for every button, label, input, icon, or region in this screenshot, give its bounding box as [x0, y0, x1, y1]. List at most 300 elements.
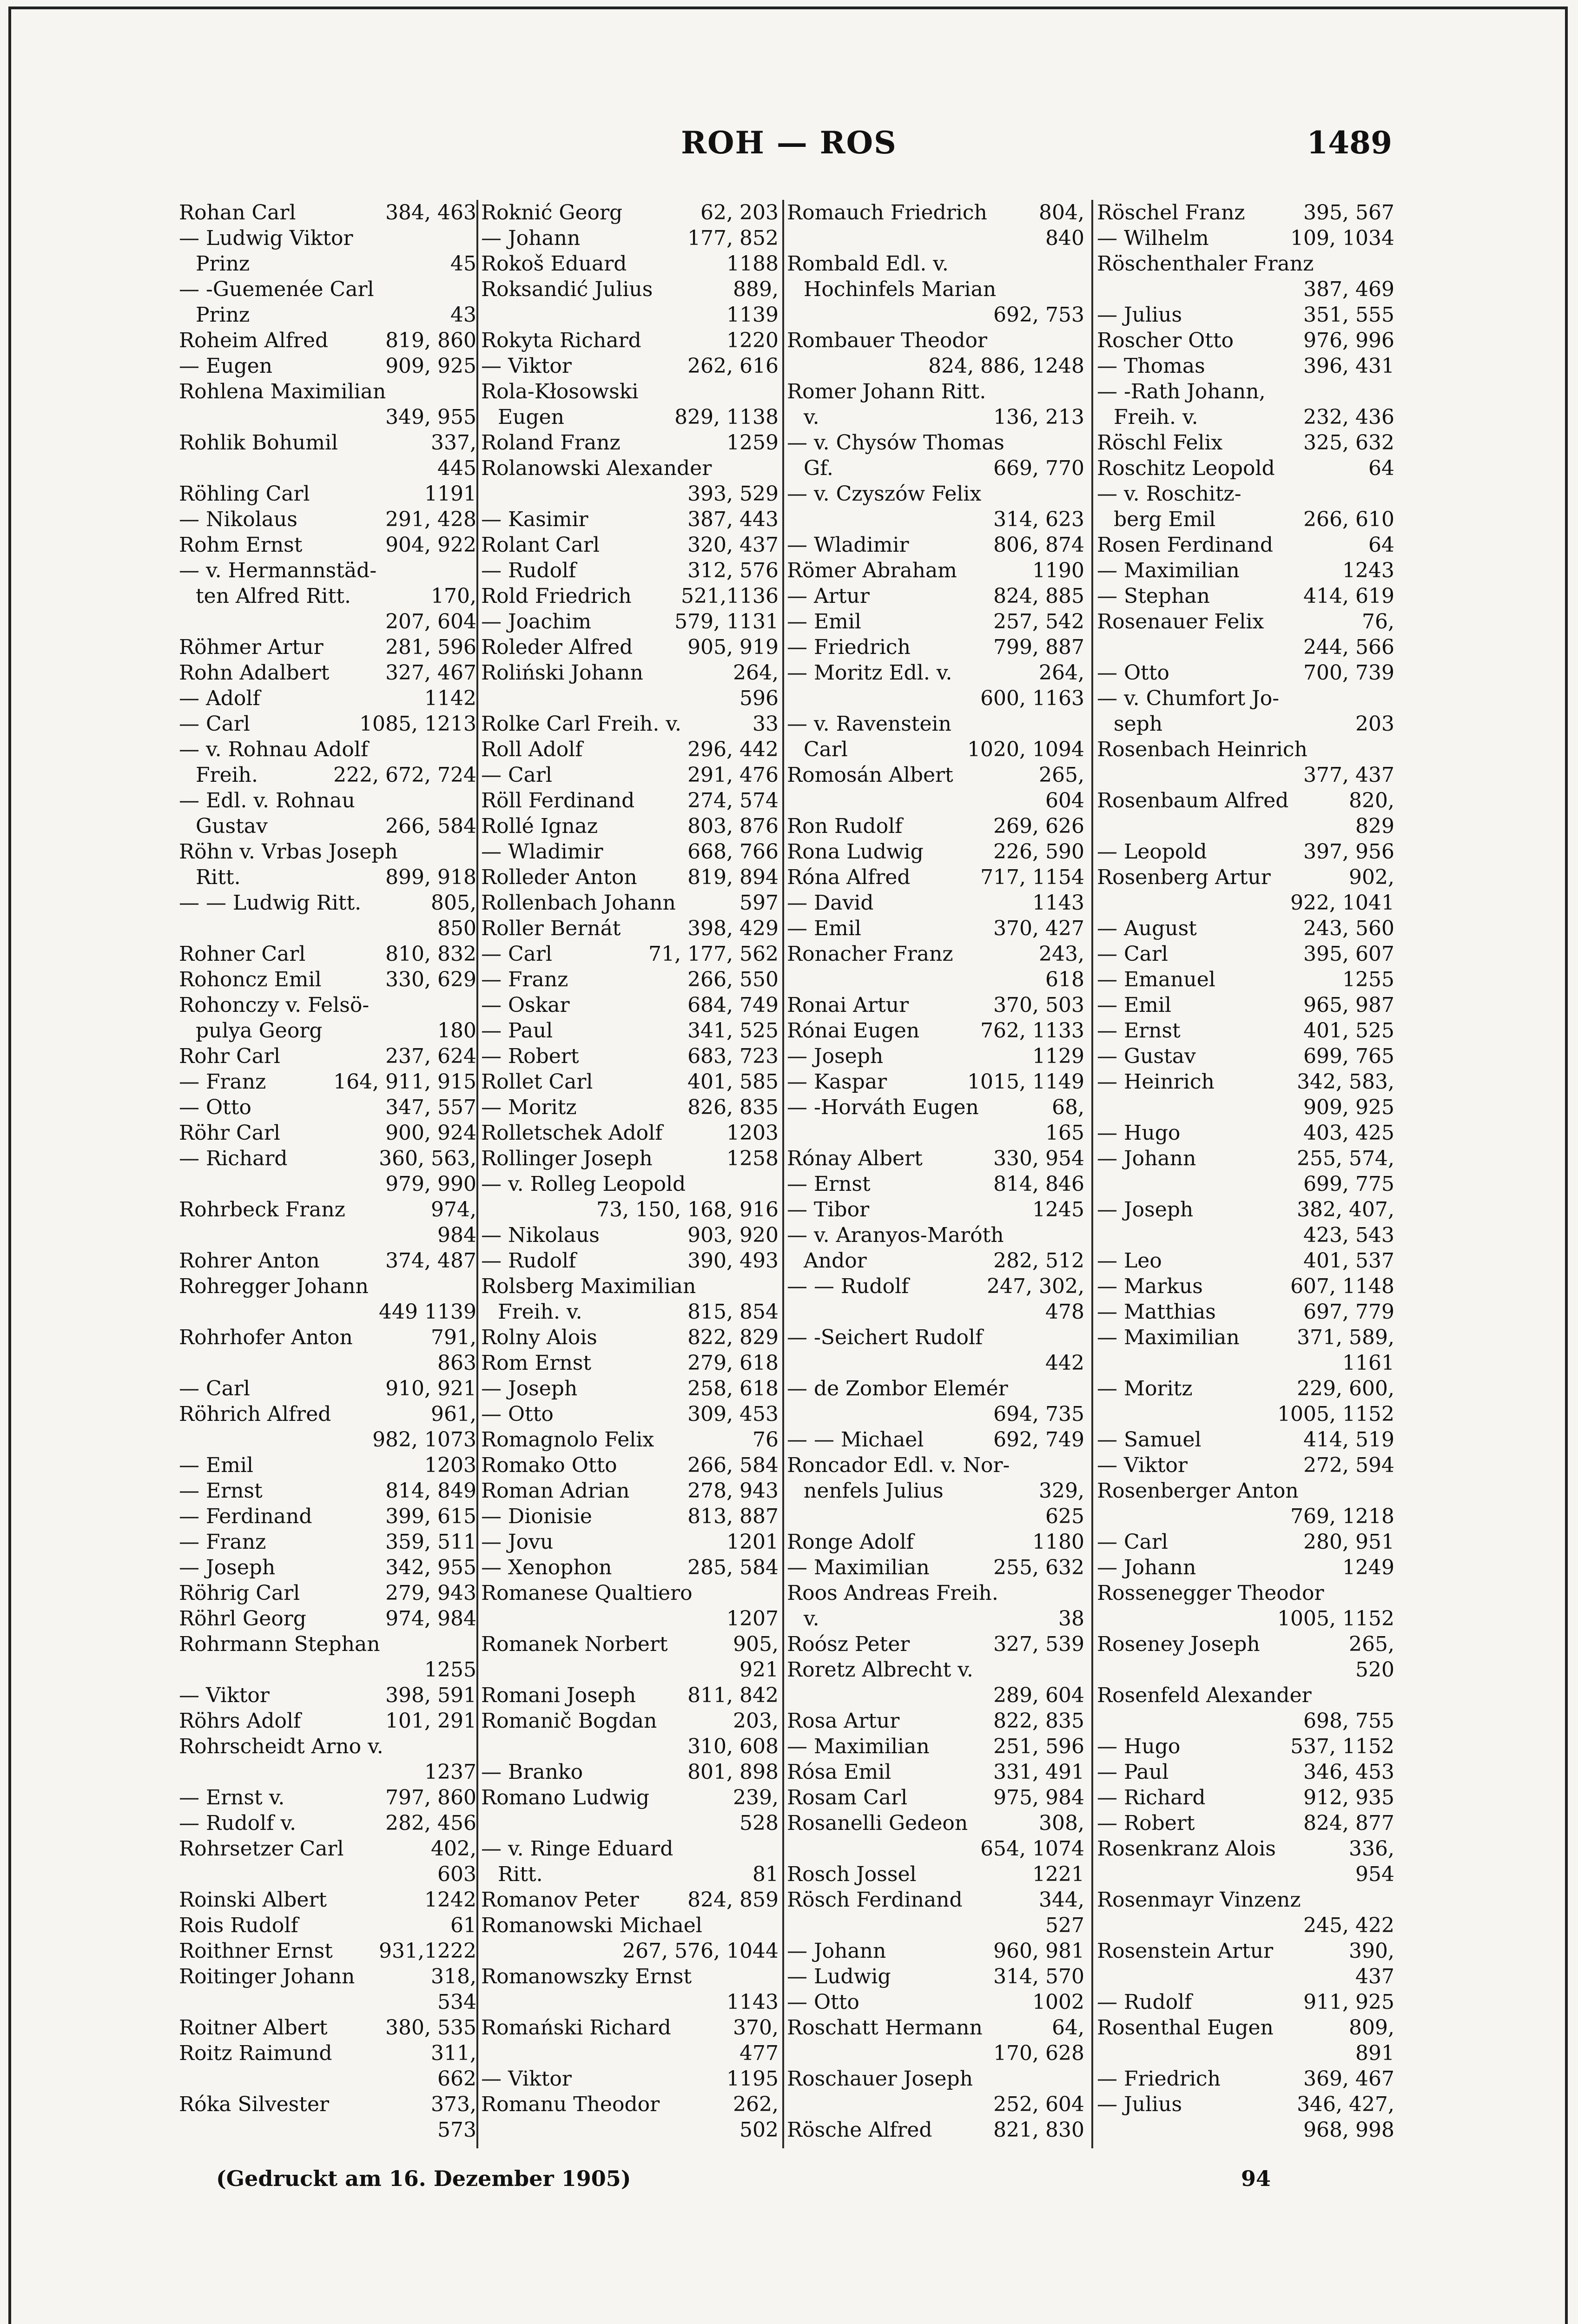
entry-page-refs: 341, 525 [687, 1019, 779, 1043]
index-entry [179, 941, 476, 967]
entry-name: — August [1097, 917, 1197, 940]
index-entry [179, 1452, 476, 1478]
entry-page-refs: 265, [1039, 763, 1084, 787]
index-entry [1097, 813, 1394, 839]
entry-page-refs: 521,1136 [681, 584, 779, 608]
entry-page-refs: 308, [1039, 1811, 1084, 1835]
entry-name: — Robert [1097, 1811, 1195, 1835]
entry-page-refs: 398, 591 [385, 1684, 476, 1707]
index-entry [179, 1274, 476, 1299]
entry-name: Romauch Friedrich [787, 201, 987, 224]
entry-name: Roschatt Hermann [787, 2016, 983, 2040]
index-entry [1097, 788, 1394, 813]
entry-name: — Carl [481, 942, 552, 966]
index-entry [481, 532, 779, 558]
entry-page-refs: 309, 453 [687, 1402, 779, 1426]
index-entry [787, 1043, 1084, 1069]
entry-page-refs: 579, 1131 [674, 610, 779, 634]
entry-name: — Stephan [1097, 584, 1210, 608]
index-entry [787, 1810, 1084, 1836]
entry-name: — Moritz [481, 1096, 577, 1119]
entry-page-refs: 805, [431, 891, 476, 915]
entry-page-refs: 401, 525 [1303, 1019, 1394, 1043]
entry-name: — v. Roschitz- [1097, 482, 1241, 506]
entry-page-refs: 264, [733, 661, 779, 685]
entry-page-refs: 965, 987 [1303, 993, 1394, 1017]
entry-page-refs: 824, 885 [993, 584, 1084, 608]
entry-name: Rolletschek Adolf [481, 1121, 663, 1145]
entry-page-refs: 282, 512 [993, 1249, 1084, 1273]
index-entry [787, 404, 1084, 430]
entry-name: — Julius [1097, 2093, 1182, 2116]
index-entry [1097, 890, 1394, 916]
entry-page-refs: 829 [1355, 814, 1394, 838]
index-entry [179, 1913, 476, 1938]
index-entry [1097, 1964, 1394, 1989]
entry-name: Rohner Carl [179, 942, 306, 966]
entry-page-refs: 327, 467 [385, 661, 476, 685]
entry-page-refs: 279, 943 [385, 1581, 476, 1605]
entry-page-refs: 625 [1045, 1505, 1084, 1528]
entry-name: Ronacher Franz [787, 942, 953, 966]
index-entry [179, 1606, 476, 1631]
entry-name: — Johann [481, 226, 581, 250]
index-entry [481, 430, 779, 456]
entry-page-refs: 1020, 1094 [967, 738, 1084, 761]
entry-page-refs: 81 [753, 1862, 779, 1886]
entry-name: pulya Georg [196, 1019, 323, 1043]
index-entry [179, 890, 476, 916]
entry-page-refs: 252, 604 [993, 2093, 1084, 2116]
entry-page-refs: 911, 925 [1303, 1990, 1394, 2014]
index-entry [179, 1708, 476, 1734]
entry-page-refs: 311, [431, 2041, 476, 2065]
entry-name: — Ernst [787, 1172, 871, 1196]
entry-name: — v. Rolleg Leopold [481, 1172, 686, 1196]
index-entry [787, 711, 1084, 737]
entry-page-refs: 359, 511 [385, 1530, 476, 1554]
entry-page-refs: 64 [1368, 456, 1394, 480]
entry-page-refs: 269, 626 [993, 814, 1084, 838]
entry-name: nenfels Julius [804, 1479, 944, 1503]
index-entry [179, 379, 476, 404]
entry-page-refs: 654, 1074 [980, 1837, 1084, 1861]
index-entry [787, 225, 1084, 251]
entry-name: — Otto [481, 1402, 554, 1426]
entry-name: Rohrhofer Anton [179, 1326, 353, 1349]
index-entry [787, 1248, 1084, 1274]
entry-name: Rombauer Theodor [787, 329, 988, 352]
index-entry [1097, 1043, 1394, 1069]
index-entry [481, 686, 779, 711]
entry-page-refs: 414, 619 [1303, 584, 1394, 608]
entry-name: Rohrmann Stephan [179, 1632, 380, 1656]
entry-name: Rohr Carl [179, 1044, 280, 1068]
entry-page-refs: 1201 [726, 1530, 779, 1554]
index-entry [481, 1504, 779, 1529]
entry-name: — Johann [1097, 1556, 1196, 1579]
entry-page-refs: 1005, 1152 [1277, 1402, 1394, 1426]
entry-page-refs: 840 [1045, 226, 1084, 250]
entry-page-refs: 478 [1045, 1300, 1084, 1324]
entry-name: Rosenmayr Vinzenz [1097, 1888, 1301, 1912]
entry-page-refs: 278, 943 [687, 1479, 779, 1503]
entry-name: — Emil [787, 917, 861, 940]
entry-page-refs: 982, 1073 [372, 1428, 476, 1452]
index-entry [481, 302, 779, 328]
entry-page-refs: 534 [437, 1990, 476, 2014]
entry-page-refs: 43 [450, 303, 476, 327]
index-entry [481, 404, 779, 430]
index-entry [787, 1631, 1084, 1657]
entry-page-refs: 820, [1349, 789, 1394, 812]
index-entry [1097, 456, 1394, 481]
index-entry [1097, 967, 1394, 992]
entry-name: — Paul [1097, 1760, 1169, 1784]
index-entry [481, 813, 779, 839]
entry-name: Rósa Emil [787, 1760, 891, 1784]
entry-page-refs: 244, 566 [1303, 635, 1394, 659]
index-entry [787, 609, 1084, 634]
entry-page-refs: 604 [1045, 789, 1084, 812]
entry-name: Rosenberger Anton [1097, 1479, 1299, 1503]
entry-name: Rolanowski Alexander [481, 456, 712, 480]
index-entry [787, 1529, 1084, 1555]
entry-name: Roksandić Julius [481, 277, 653, 301]
entry-page-refs: 314, 570 [993, 1965, 1084, 1988]
entry-name: — Friedrich [787, 635, 911, 659]
entry-name: — Otto [179, 1096, 251, 1119]
entry-name: Rohrer Anton [179, 1249, 320, 1273]
index-entry [179, 456, 476, 481]
index-entry [179, 1478, 476, 1504]
index-entry [787, 865, 1084, 890]
entry-page-refs: 370, 427 [993, 917, 1084, 940]
entry-name: — Robert [481, 1044, 579, 1068]
entry-name: Romanov Peter [481, 1888, 639, 1912]
entry-page-refs: 229, 600, [1297, 1377, 1394, 1400]
index-entry [179, 1504, 476, 1529]
entry-name: Rosenbaum Alfred [1097, 789, 1289, 812]
entry-name: Ritt. [196, 865, 241, 889]
index-entry [179, 481, 476, 507]
entry-page-refs: 76, [1362, 610, 1394, 634]
entry-name: — Ernst v. [179, 1786, 285, 1809]
entry-page-refs: 342, 955 [385, 1556, 476, 1579]
index-entry [787, 634, 1084, 660]
entry-name: Róka Silvester [179, 2093, 330, 2116]
index-entry [481, 941, 779, 967]
index-entry [1097, 583, 1394, 609]
entry-page-refs: 791, [431, 1326, 476, 1349]
index-entry [1097, 1452, 1394, 1478]
index-entry [1097, 1555, 1394, 1580]
index-entry [1097, 1376, 1394, 1401]
index-entry [787, 1887, 1084, 1913]
entry-page-refs: 274, 574 [687, 789, 779, 812]
index-entry [179, 1018, 476, 1043]
entry-name: Prinz [196, 252, 250, 276]
entry-page-refs: 403, 425 [1303, 1121, 1394, 1145]
index-entry [787, 788, 1084, 813]
entry-page-refs: 380, 535 [385, 2016, 476, 2040]
entry-name: — Viktor [1097, 1453, 1188, 1477]
index-entry [787, 941, 1084, 967]
index-entry [481, 1836, 779, 1862]
entry-name: — v. Ravenstein [787, 712, 951, 736]
entry-page-refs: 717, 1154 [980, 865, 1084, 889]
entry-page-refs: 909, 925 [1303, 1096, 1394, 1119]
entry-name: Rónay Albert [787, 1147, 923, 1170]
entry-name: Roheim Alfred [179, 329, 329, 352]
entry-page-refs: 243, [1039, 942, 1084, 966]
entry-page-refs: 222, 672, 724 [333, 763, 476, 787]
entry-name: — — Rudolf [787, 1274, 909, 1298]
entry-page-refs: 699, 775 [1303, 1172, 1394, 1196]
index-entry [1097, 558, 1394, 583]
entry-page-refs: 330, 954 [993, 1147, 1084, 1170]
entry-page-refs: 607, 1148 [1290, 1274, 1394, 1298]
entry-name: — Wladimir [481, 840, 603, 864]
index-entry [787, 558, 1084, 583]
entry-page-refs: 312, 576 [687, 559, 779, 582]
entry-name: Rohrscheidt Arno v. [179, 1735, 383, 1758]
entry-page-refs: 910, 921 [385, 1377, 476, 1400]
entry-name: Rohn Adalbert [179, 661, 330, 685]
index-entry [179, 404, 476, 430]
index-entry [1097, 2117, 1394, 2143]
entry-page-refs: 68, [1052, 1096, 1084, 1119]
index-entry [481, 353, 779, 379]
entry-name: — Viktor [481, 354, 572, 378]
entry-page-refs: 344, [1039, 1888, 1084, 1912]
index-entry [787, 1759, 1084, 1785]
entry-page-refs: 280, 951 [1303, 1530, 1394, 1554]
entry-page-refs: 165 [1045, 1121, 1084, 1145]
entry-page-refs: 399, 615 [385, 1505, 476, 1528]
index-entry [1097, 941, 1394, 967]
index-entry [481, 1427, 779, 1452]
entry-page-refs: 921 [739, 1658, 779, 1682]
entry-page-refs: 257, 542 [993, 610, 1084, 634]
entry-page-refs: 265, [1349, 1632, 1394, 1656]
entry-name: — -Horváth Eugen [787, 1096, 979, 1119]
entry-page-refs: 662 [437, 2067, 476, 2091]
entry-name: — Ernst [179, 1479, 263, 1503]
entry-name: Röll Ferdinand [481, 789, 635, 812]
entry-name: Róna Alfred [787, 865, 911, 889]
index-entry [179, 634, 476, 660]
entry-name: — Joseph [1097, 1198, 1194, 1221]
index-entry [179, 1862, 476, 1887]
entry-page-refs: 346, 453 [1303, 1760, 1394, 1784]
entry-name: — Emil [179, 1453, 253, 1477]
entry-page-refs: 177, 852 [687, 226, 779, 250]
index-entry [787, 1580, 1084, 1606]
index-entry [179, 1120, 476, 1146]
index-entry [787, 1350, 1084, 1376]
entry-page-refs: 537, 1152 [1290, 1735, 1394, 1758]
entry-page-refs: 396, 431 [1303, 354, 1394, 378]
index-entry [481, 1887, 779, 1913]
index-entry [1097, 1759, 1394, 1785]
index-entry [1097, 1913, 1394, 1938]
entry-name: Rösch Ferdinand [787, 1888, 963, 1912]
entry-name: Rosenstein Artur [1097, 1939, 1274, 1963]
entry-name: — Johann [787, 1939, 886, 1963]
index-entry [481, 1913, 779, 1938]
index-entry [1097, 1401, 1394, 1427]
entry-page-refs: 762, 1133 [980, 1019, 1084, 1043]
entry-page-refs: 813, 887 [687, 1505, 779, 1528]
entry-name: Rohoncz Emil [179, 968, 322, 991]
entry-name: — Jovu [481, 1530, 554, 1554]
entry-name: Röhn v. Vrbas Joseph [179, 840, 398, 864]
entry-page-refs: 1190 [1032, 559, 1084, 582]
index-entry [179, 1683, 476, 1708]
entry-name: Röschel Franz [1097, 201, 1245, 224]
entry-name: Romanek Norbert [481, 1632, 668, 1656]
index-entry [787, 1938, 1084, 1964]
index-entry [179, 1580, 476, 1606]
entry-name: Eugen [498, 405, 564, 429]
index-entry [1097, 200, 1394, 225]
entry-page-refs: 829, 1138 [674, 405, 779, 429]
entry-name: — Ludwig Viktor [179, 226, 353, 250]
entry-name: — Rudolf v. [179, 1811, 297, 1835]
entry-name: Rohrsetzer Carl [179, 1837, 344, 1861]
sheet-number: 94 [1241, 2166, 1271, 2191]
index-entry [787, 1146, 1084, 1171]
entry-name: Roll Adolf [481, 738, 583, 761]
entry-name: Ronai Artur [787, 993, 909, 1017]
index-entry [481, 1785, 779, 1810]
index-entry [787, 1069, 1084, 1095]
index-entry [481, 1683, 779, 1708]
index-entry [481, 1299, 779, 1325]
entry-page-refs: 1242 [424, 1888, 476, 1912]
index-entry [1097, 1171, 1394, 1197]
index-entry [1097, 1427, 1394, 1452]
index-entry [787, 456, 1084, 481]
entry-name: — v. Aranyos-Maróth [787, 1223, 1004, 1247]
index-entry [787, 277, 1084, 302]
entry-page-refs: 170, 628 [993, 2041, 1084, 2065]
entry-name: — Moritz [1097, 1377, 1193, 1400]
entry-name: Roland Franz [481, 431, 621, 455]
entry-name: — Carl [179, 712, 250, 736]
index-entry [787, 1708, 1084, 1734]
index-entry [179, 839, 476, 865]
index-entry [787, 1683, 1084, 1708]
entry-name: — Hugo [1097, 1121, 1181, 1145]
index-entry [787, 200, 1084, 225]
entry-name: Gustav [196, 814, 268, 838]
index-entry [1097, 609, 1394, 634]
entry-name: — Richard [1097, 1786, 1206, 1809]
index-entry [481, 788, 779, 813]
entry-name: — v. Chumfort Jo- [1097, 687, 1280, 710]
entry-name: Rosanelli Gedeon [787, 1811, 968, 1835]
index-entry [179, 1785, 476, 1810]
entry-page-refs: 697, 779 [1303, 1300, 1394, 1324]
index-entry [787, 583, 1084, 609]
index-entry [179, 2015, 476, 2040]
entry-page-refs: 502 [739, 2118, 779, 2142]
entry-name: Röhling Carl [179, 482, 310, 506]
entry-page-refs: 437 [1355, 1965, 1394, 1988]
index-entry [481, 2117, 779, 2143]
entry-page-refs: 180 [437, 1019, 476, 1043]
entry-page-refs: 347, 557 [385, 1096, 476, 1119]
entry-page-refs: 401, 585 [687, 1070, 779, 1094]
entry-name: — Emanuel [1097, 968, 1215, 991]
index-entry [787, 1401, 1084, 1427]
entry-page-refs: 528 [739, 1811, 779, 1835]
entry-page-refs: 384, 463 [385, 201, 476, 224]
index-entry [481, 456, 779, 481]
entry-name: Rolsberg Maximilian [481, 1274, 696, 1298]
entry-name: — Wladimir [787, 533, 909, 557]
index-entry [179, 1376, 476, 1401]
entry-name: Freih. v. [498, 1300, 582, 1324]
index-entry [787, 813, 1084, 839]
entry-name: Romanowszky Ernst [481, 1965, 692, 1988]
entry-page-refs: 109, 1034 [1290, 226, 1394, 250]
entry-name: Ritt. [498, 1862, 543, 1886]
entry-page-refs: 683, 723 [687, 1044, 779, 1068]
index-entry [481, 1018, 779, 1043]
entry-name: Rossenegger Theodor [1097, 1581, 1324, 1605]
entry-page-refs: 968, 998 [1303, 2118, 1394, 2142]
entry-page-refs: 281, 596 [385, 635, 476, 659]
entry-name: Rolant Carl [481, 533, 600, 557]
entry-name: Roschitz Leopold [1097, 456, 1275, 480]
entry-page-refs: 909, 925 [385, 354, 476, 378]
entry-name: Rosenfeld Alexander [1097, 1684, 1312, 1707]
entry-page-refs: 899, 918 [385, 865, 476, 889]
entry-page-refs: 1255 [1342, 968, 1394, 991]
index-entry [481, 328, 779, 353]
index-entry [1097, 686, 1394, 711]
entry-page-refs: 314, 623 [993, 508, 1084, 531]
entry-page-refs: 266, 584 [385, 814, 476, 838]
entry-name: Rónai Eugen [787, 1019, 920, 1043]
entry-page-refs: 449 1139 [379, 1300, 476, 1324]
entry-name: — Maximilian [787, 1556, 930, 1579]
index-entry [179, 558, 476, 583]
entry-page-refs: 285, 584 [687, 1556, 779, 1579]
entry-page-refs: 370, 503 [993, 993, 1084, 1017]
entry-page-refs: 262, [733, 2093, 779, 2116]
index-entry [787, 1989, 1084, 2015]
index-entry [1097, 1785, 1394, 1810]
index-entry [787, 1095, 1084, 1120]
entry-name: Rolleder Anton [481, 865, 637, 889]
entry-name: ten Alfred Ritt. [196, 584, 351, 608]
index-entry [481, 1989, 779, 2015]
index-entry [179, 583, 476, 609]
entry-name: — Xenophon [481, 1556, 612, 1579]
entry-name: Romanič Bogdan [481, 1709, 657, 1733]
index-entry [1097, 1631, 1394, 1657]
entry-name: Rohan Carl [179, 201, 296, 224]
entry-page-refs: 1203 [424, 1453, 476, 1477]
index-entry [787, 1836, 1084, 1862]
index-entry [179, 1043, 476, 1069]
entry-page-refs: 573 [437, 2118, 476, 2142]
entry-name: Rokoš Eduard [481, 252, 627, 276]
